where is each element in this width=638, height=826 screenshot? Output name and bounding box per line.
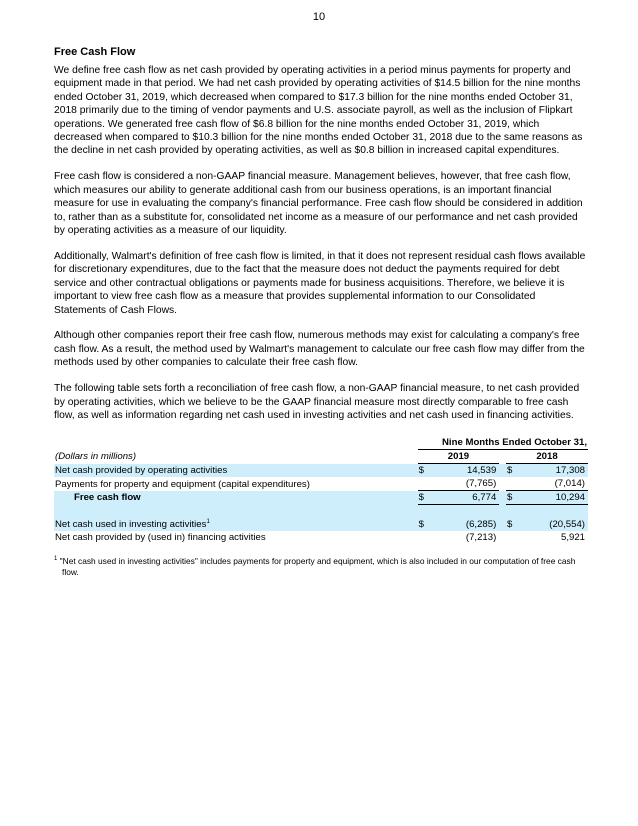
paragraph-definition: We define free cash flow as net cash provided by operating activities in a period minus payments for property and equipment made in that period. We had net cash provided by operating activities of $14.5 billion for the nine months ended October 31, 2019, which decreased when compared to $17.3 billion for the nine months ended October 31, 2018 primarily due to the timing of vendor payments and U.S. associate payroll, as well as the inclusion of Flipkart operations. We generated free cash flow of $6.8 billion for the nine months ended October 31, 2019, which decreased when compared to $10.3 billion for the nine months ended October 31, 2018 due to the same reasons as the decline in net cash provided by operating activities, as well as $0.8 billion in increased capital expenditures. — [54, 65, 583, 157]
currency-symbol: $ — [418, 518, 432, 531]
value-2018: 17,308 — [520, 464, 588, 478]
paragraph-other-companies: Although other companies report their free cash flow, numerous methods may exist for calculating a company's free cash flow. As a result, the method used by Walmart's management to calculate our free cash flow may differ from the methods used by other companies to calculate their free cash flow. — [54, 330, 585, 369]
currency-symbol: $ — [418, 464, 432, 478]
paragraph-limitations: Additionally, Walmart's definition of free cash flow is limited, in that it does not represent residual cash flows available for discretionary expenditures, due to the fact that the measure does not deduct the payments required for debt service and other contractual obligations or payments made for business acquisitions. Therefore, we believe it is important to view free cash flow as a measure that provides supplemental information to our Consolidated Statements of Cash Flows. — [54, 250, 586, 316]
table-spacer-row — [54, 505, 588, 519]
footnote-number: 1 — [54, 556, 58, 563]
value-2018: 10,294 — [520, 491, 588, 505]
value-2019: 14,539 — [431, 464, 499, 478]
value-2019: (6,285) — [431, 518, 499, 531]
page-number: 10 — [312, 11, 326, 23]
table-row-free-cash-flow — [54, 491, 588, 505]
row-label: Net cash provided by operating activities — [54, 464, 418, 478]
document-body — [54, 45, 588, 578]
row-label: Net cash used in investing activities — [55, 519, 207, 531]
footnote-text: "Net cash used in investing activities" includes payments for property and equipment, which is also included in our computation of free cash flow. — [59, 556, 576, 578]
period-header: Nine Months Ended October 31, — [418, 436, 588, 450]
table-caption: (Dollars in millions) — [55, 451, 137, 463]
value-2018: (7,014) — [520, 477, 588, 491]
footnote-marker: 1 — [206, 519, 210, 526]
currency-symbol: $ — [506, 518, 520, 531]
year-header-2018: 2018 — [506, 450, 588, 464]
paragraph-reconciliation-intro: The following table sets forth a reconciliation of free cash flow, a non-GAAP financial measure, to net cash provided by operating activities, which we believe to be the GAAP financial measure most directly comparable to free cash flow, as well as information regarding net cash used in investing activities and net cash used in financing activities. — [54, 383, 580, 421]
row-label: Payments for property and equipment (capital expenditures) — [55, 478, 310, 490]
section-title: Free Cash Flow — [54, 46, 136, 58]
row-label: Net cash provided by (used in) financing activities — [55, 532, 266, 544]
table-row-investing — [54, 518, 588, 531]
table-row-capex — [54, 477, 588, 491]
table-row-operating — [54, 464, 588, 478]
table-row-financing — [54, 531, 588, 544]
table-year-header-row — [54, 450, 588, 464]
currency-symbol: $ — [506, 491, 520, 505]
value-2018: 5,921 — [560, 532, 585, 544]
footnote — [54, 556, 588, 578]
year-header-2019: 2019 — [418, 450, 500, 464]
currency-symbol: $ — [506, 464, 520, 478]
value-2019: (7,765) — [431, 477, 499, 491]
table-period-header-row — [54, 436, 588, 450]
value-2019: 6,774 — [431, 491, 499, 505]
value-2018: (20,554) — [520, 518, 588, 531]
free-cash-flow-table — [54, 436, 588, 544]
paragraph-non-gaap: Free cash flow is considered a non-GAAP financial measure. Management believes, however, that free cash flow, which measures our ability to generate additional cash from our business operations, is an important financial measure for use in evaluating the company's financial performance. Free cash flow should be considered in addition to, rather than as a substitute for, consolidated net income as a measure of our performance and net cash provided by operating activities as a measure of our liquidity. — [54, 171, 583, 236]
row-label: Free cash flow — [54, 491, 418, 505]
currency-symbol: $ — [418, 491, 432, 505]
value-2019: (7,213) — [465, 532, 497, 544]
